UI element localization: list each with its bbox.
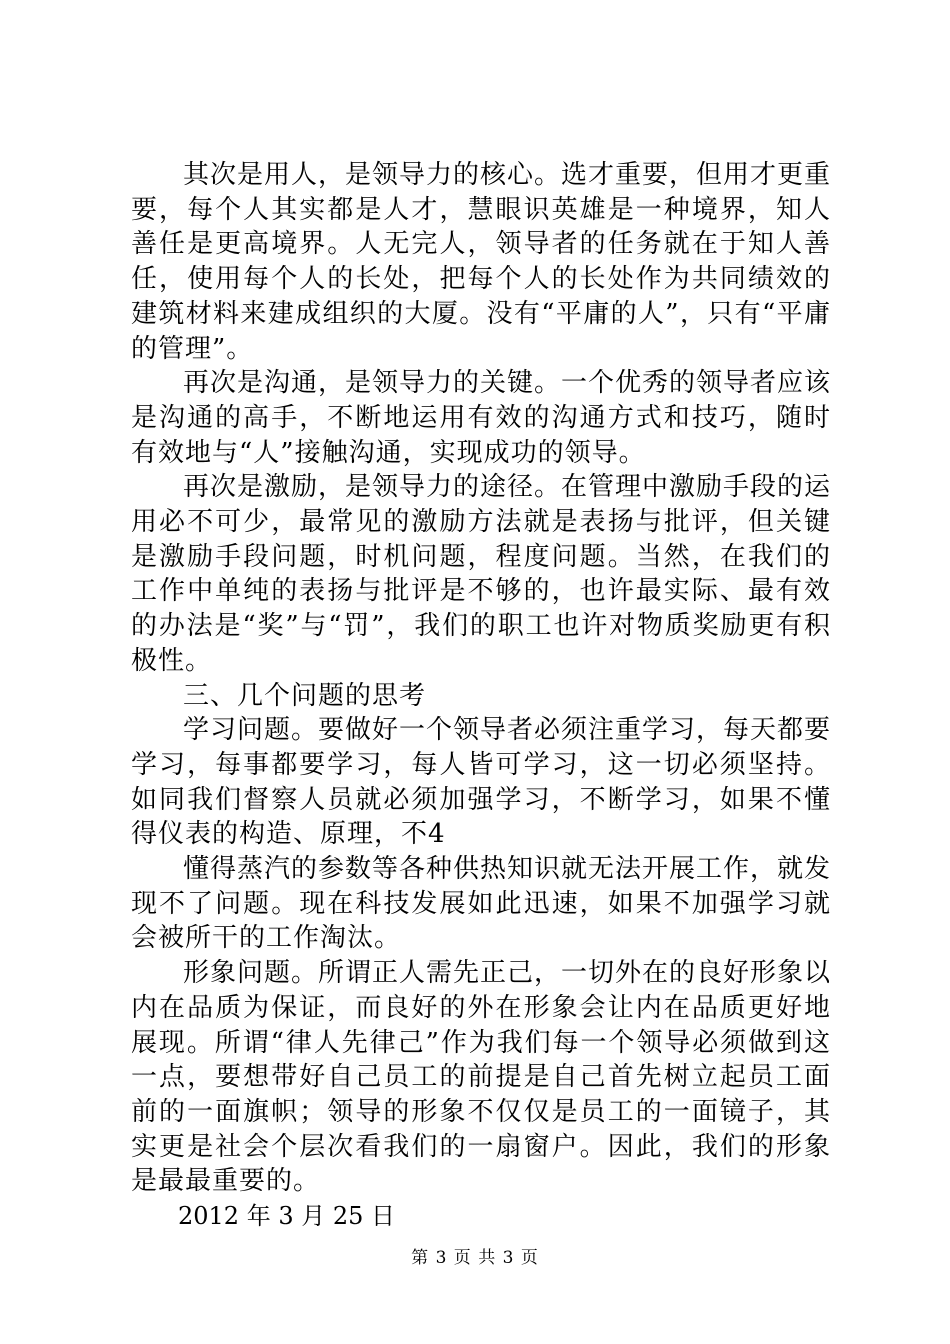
paragraph-motivation: 再次是激励，是领导力的途径。在管理中激励手段的运用必不可少，最常见的激励方法就是表扬与批评，但关键是激励手段问题，时机问题，程度问题。当然，在我们的工作中单纯的表扬与批评是不够的，也许最实际、最有效的办法是“奖”与“罚”，我们的职工也许对物质奖励更有积极性。 bbox=[131, 472, 832, 676]
section-heading-reflections: 三、几个问题的思考 bbox=[183, 680, 427, 711]
paragraph-image: 形象问题。所谓正人需先正己，一切外在的良好形象以内在品质为保证，而良好的外在形象会让内在品质更好地展现。所谓“律人先律己”作为我们每一个领导必须做到这一点，要想带好自己员工的前提是自己首先树立起员工面前的一面旗帜；领导的形象不仅仅是员工的一面镜子，其实更是社会个层次看我们的一扇窗户。因此，我们的形象是最最重要的。 bbox=[131, 958, 832, 1197]
paragraph-learning-continued: 懂得蒸汽的参数等各种供热知识就无法开展工作，就发现不了问题。现在科技发展如此迅速，如果不加强学习就会被所干的工作淘汰。 bbox=[131, 854, 832, 954]
document-body bbox=[131, 158, 831, 1234]
paragraph-communication: 再次是沟通，是领导力的关键。一个优秀的领导者应该是沟通的高手，不断地运用有效的沟通方式和技巧，随时有效地与“人”接触沟通，实现成功的领导。 bbox=[131, 368, 832, 468]
paragraph-learning: 学习问题。要做好一个领导者必须注重学习，每天都要学习，每事都要学习，每人皆可学习，这一切必须坚持。如同我们督察人员就必须加强学习，不断学习，如果不懂得仪表的构造、原理，不4 bbox=[131, 715, 832, 850]
document-date: 2012 年 3 月 25 日 bbox=[178, 1202, 396, 1231]
page-footer: 第 3 页 共 3 页 bbox=[411, 1248, 539, 1268]
paragraph-employing-people: 其次是用人，是领导力的核心。选才重要，但用才更重要，每个人其实都是人才，慧眼识英雄是一种境界，知人善任是更高境界。人无完人，领导者的任务就在于知人善任，使用每个人的长处，把每个人的长处作为共同绩效的建筑材料来建成组织的大厦。没有“平庸的人”，只有“平庸的管理”。 bbox=[131, 160, 832, 364]
